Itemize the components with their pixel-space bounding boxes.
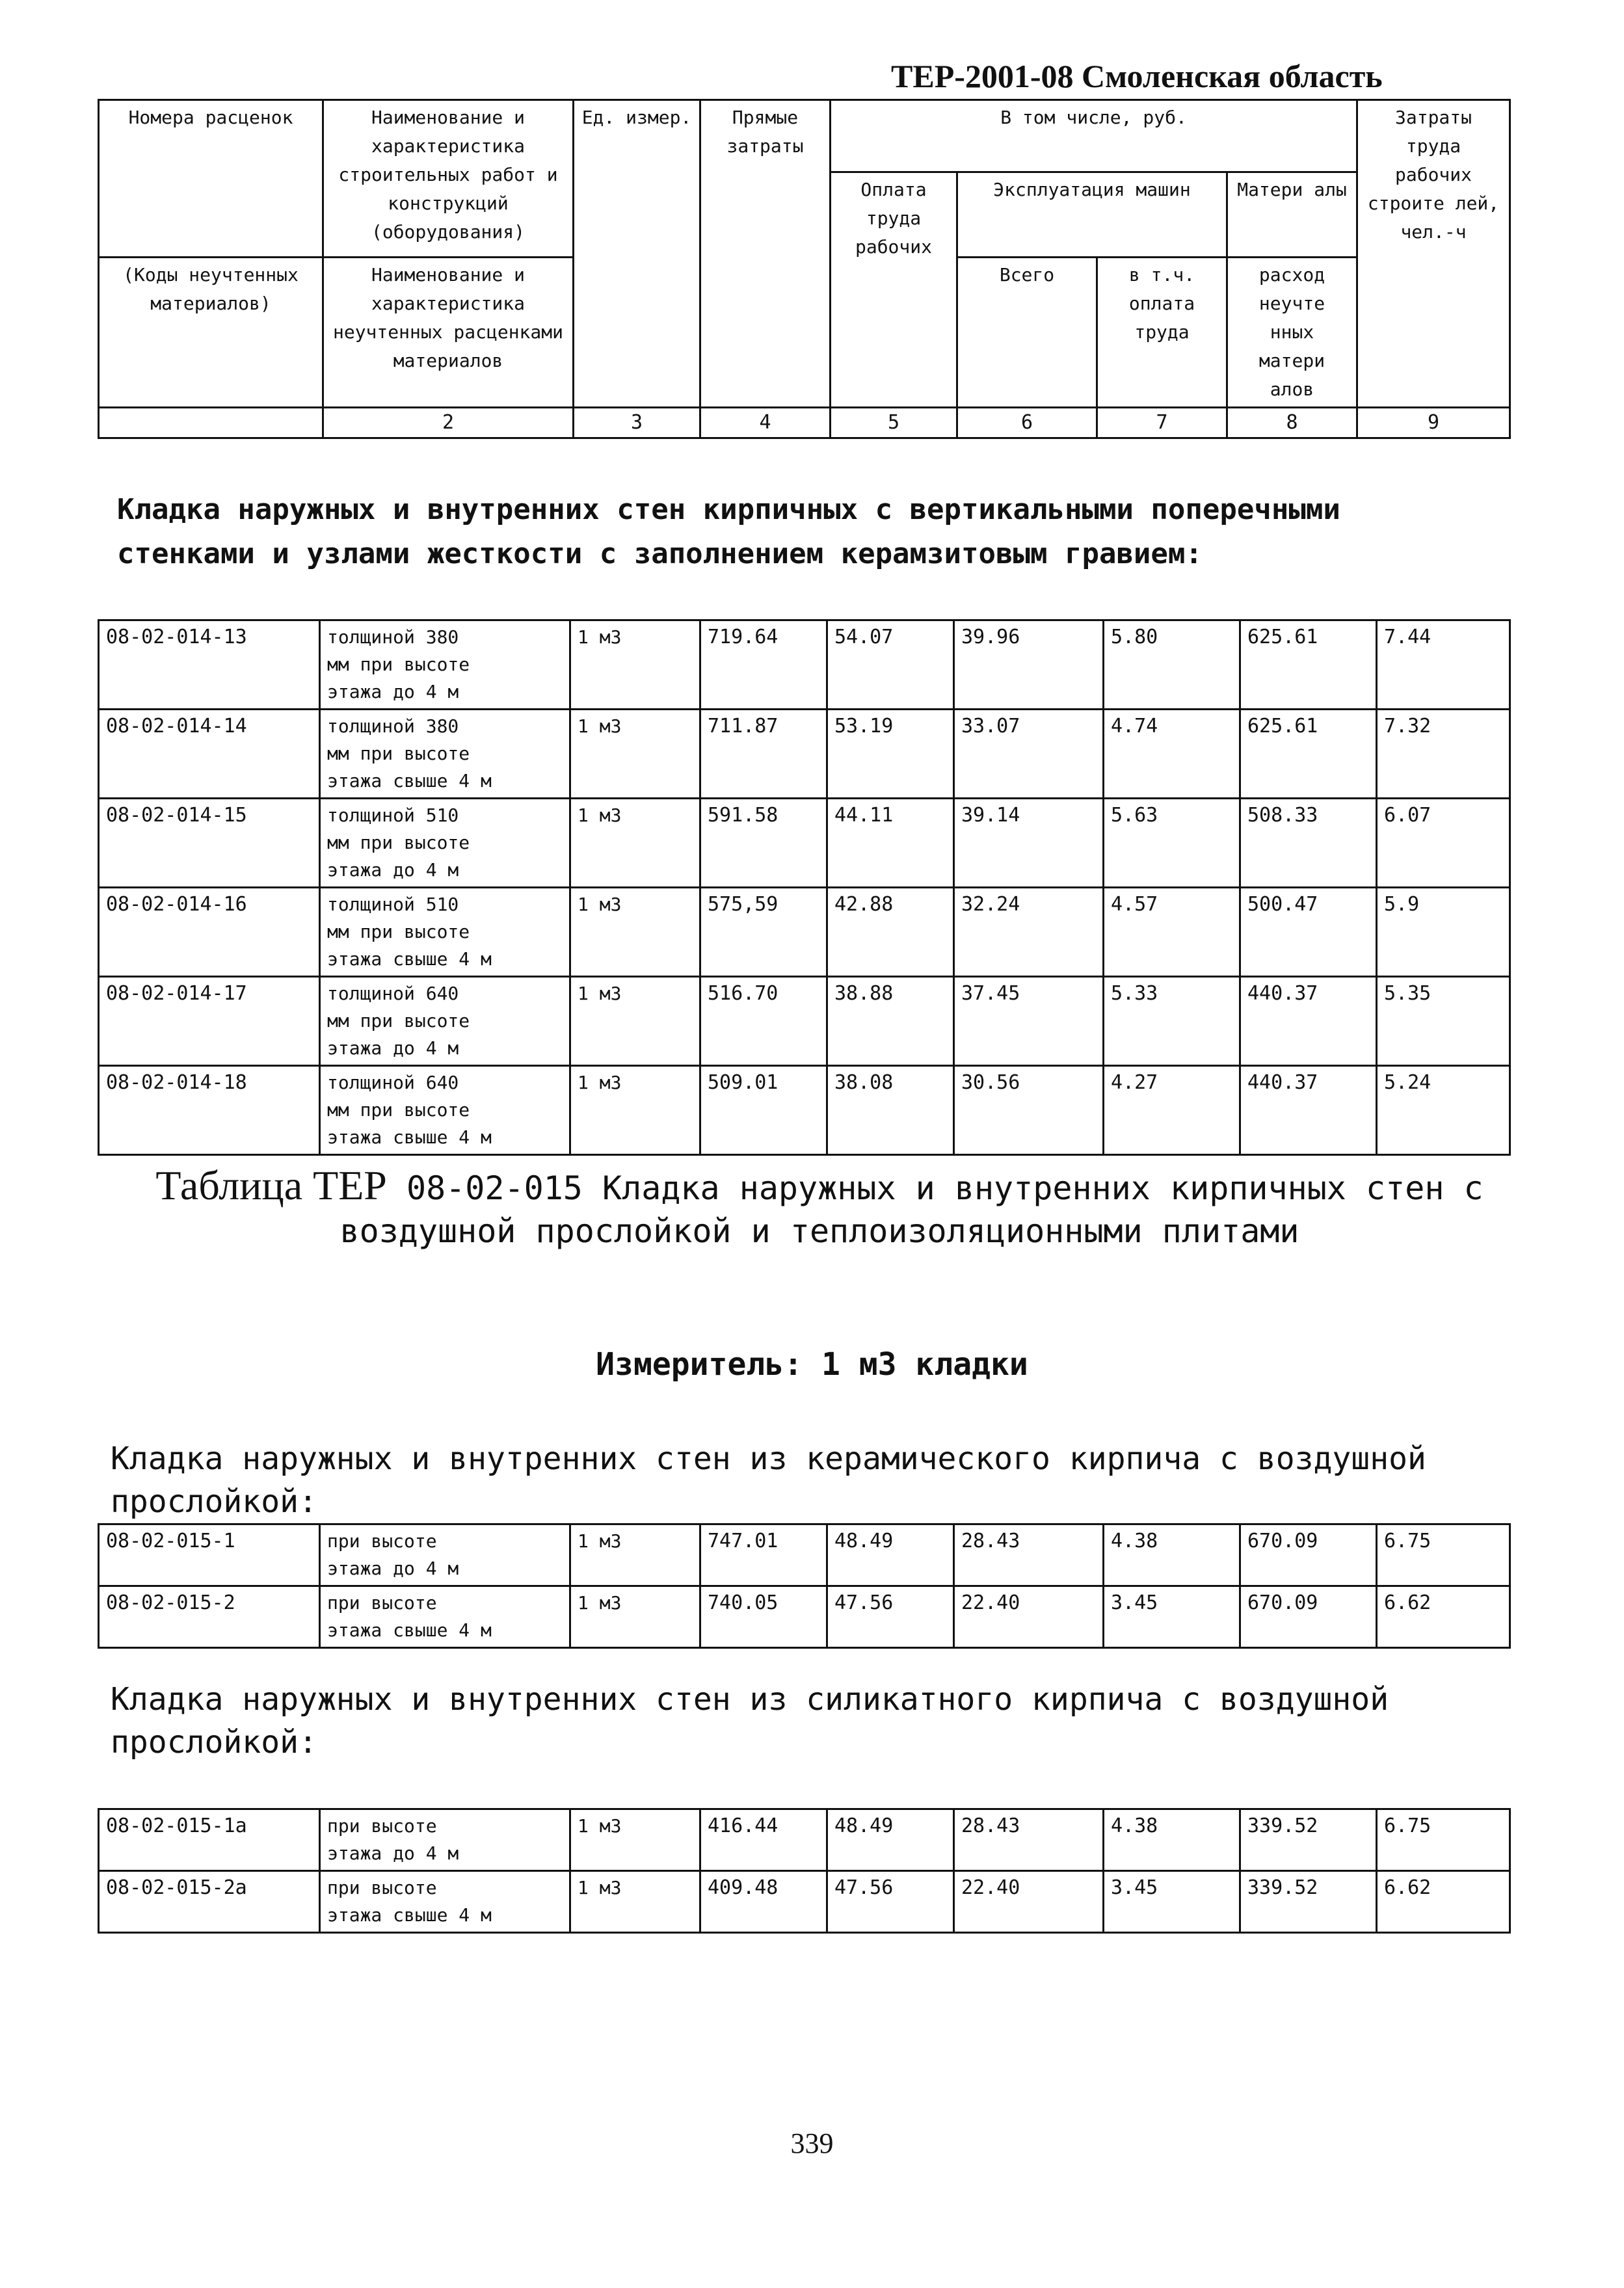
direct-costs-cell: 509.01 [700,1066,827,1155]
col-header-machines-total: Всего [957,258,1097,408]
wages-cell: 53.19 [827,710,954,799]
labor-cell: 6.75 [1377,1524,1510,1586]
rate-code: 08-02-014-18 [99,1066,320,1155]
col-number: 3 [574,408,700,438]
wages-cell: 44.11 [827,799,954,888]
labor-cell: 6.62 [1377,1586,1510,1648]
table-row [99,620,1510,710]
machines-cell: 28.43 [954,1524,1104,1586]
labor-cell: 5.24 [1377,1066,1510,1155]
direct-costs-cell: 711.87 [700,710,827,799]
work-description: толщиной 510 мм при высоте этажа до 4 м [320,799,570,888]
rate-code: 08-02-015-2a [99,1871,320,1933]
col-header-wages: Оплата труда рабочих [831,172,957,408]
work-description: толщиной 640 мм при высоте этажа свыше 4 м [320,1066,570,1155]
materials-cell: 500.47 [1240,888,1377,977]
col-header-labor: Затраты труда рабочих строите лей, чел.-ч [1357,100,1510,408]
work-description: при высоте этажа до 4 м [320,1524,570,1586]
rate-code: 08-02-015-1 [99,1524,320,1586]
machine-wages-cell: 5.33 [1104,977,1240,1066]
work-description: при высоте этажа до 4 м [320,1809,570,1871]
rate-code: 08-02-014-17 [99,977,320,1066]
direct-costs-cell: 747.01 [700,1524,827,1586]
table-015-title-prefix: Таблица ТЕР [155,1162,387,1208]
table-row [99,1524,1510,1586]
machines-cell: 39.96 [954,620,1104,710]
unit-cell: 1 м3 [570,977,700,1066]
rate-code: 08-02-014-13 [99,620,320,710]
col-header-unaccounted-consumption: расход неучте нных матери алов [1227,258,1357,408]
table-row [99,977,1510,1066]
machines-cell: 37.45 [954,977,1104,1066]
work-description: при высоте этажа свыше 4 м [320,1586,570,1648]
direct-costs-cell: 740.05 [700,1586,827,1648]
machine-wages-cell: 5.63 [1104,799,1240,888]
direct-costs-cell: 409.48 [700,1871,827,1933]
wages-cell: 47.56 [827,1871,954,1933]
machine-wages-cell: 5.80 [1104,620,1240,710]
machine-wages-cell: 4.38 [1104,1524,1240,1586]
wages-cell: 47.56 [827,1586,954,1648]
materials-cell: 670.09 [1240,1524,1377,1586]
col-header-rate-numbers: Номера расценок [99,100,323,258]
wages-cell: 38.08 [827,1066,954,1155]
col-number: 5 [831,408,957,438]
rate-code: 08-02-015-1a [99,1809,320,1871]
rates-table-08-02-014 [98,619,1511,1156]
rate-code: 08-02-014-16 [99,888,320,977]
table-row [99,1066,1510,1155]
labor-cell: 6.07 [1377,799,1510,888]
wages-cell: 48.49 [827,1809,954,1871]
page-number: 339 [790,2127,834,2159]
machine-wages-cell: 3.45 [1104,1586,1240,1648]
col-header-work-name: Наименование и характеристика строительных работ и конструкций (оборудования) [323,100,574,258]
rate-code: 08-02-014-14 [99,710,320,799]
rates-table-silicate [98,1808,1511,1934]
wages-cell: 54.07 [827,620,954,710]
machine-wages-cell: 4.27 [1104,1066,1240,1155]
machine-wages-cell: 4.38 [1104,1809,1240,1871]
machines-cell: 22.40 [954,1586,1104,1648]
work-description: при высоте этажа свыше 4 м [320,1871,570,1933]
machine-wages-cell: 4.57 [1104,888,1240,977]
unit-cell: 1 м3 [570,620,700,710]
unit-cell: 1 м3 [570,1809,700,1871]
col-header-machine-wages: в т.ч. оплата труда [1097,258,1227,408]
unit-cell: 1 м3 [570,1066,700,1155]
labor-cell: 5.35 [1377,977,1510,1066]
col-number [99,408,323,438]
machines-cell: 22.40 [954,1871,1104,1933]
materials-cell: 339.52 [1240,1871,1377,1933]
work-description: толщиной 510 мм при высоте этажа свыше 4 м [320,888,570,977]
table-row [99,1809,1510,1871]
materials-cell: 670.09 [1240,1586,1377,1648]
col-header-including: В том числе, руб. [831,100,1357,172]
rate-code: 08-02-014-15 [99,799,320,888]
unit-cell: 1 м3 [570,888,700,977]
unit-cell: 1 м3 [570,799,700,888]
table-row [99,1871,1510,1933]
table-015-title [130,1164,1509,1253]
direct-costs-cell: 416.44 [700,1809,827,1871]
table-row [99,1586,1510,1648]
labor-cell: 5.9 [1377,888,1510,977]
rate-code: 08-02-015-2 [99,1586,320,1648]
col-header-direct-costs: Прямые затраты [700,100,831,408]
materials-cell: 625.61 [1240,620,1377,710]
materials-cell: 440.37 [1240,1066,1377,1155]
col-number: 6 [957,408,1097,438]
direct-costs-cell: 591.58 [700,799,827,888]
machines-cell: 32.24 [954,888,1104,977]
labor-cell: 7.32 [1377,710,1510,799]
direct-costs-cell: 516.70 [700,977,827,1066]
wages-cell: 42.88 [827,888,954,977]
section-heading-ceramic-brick: Кладка наружных и внутренних стен из керамического кирпича с воздушной прослойкой: [111,1441,1426,1520]
materials-cell: 339.52 [1240,1809,1377,1871]
col-number: 4 [700,408,831,438]
table-row [99,888,1510,977]
unit-cell: 1 м3 [570,1524,700,1586]
work-description: толщиной 380 мм при высоте этажа свыше 4 м [320,710,570,799]
rates-table-ceramic [98,1523,1511,1649]
machines-cell: 30.56 [954,1066,1104,1155]
col-number: 9 [1357,408,1510,438]
col-header-unaccounted-name: Наименование и характеристика неучтенных расценками материалов [323,258,574,408]
machines-cell: 28.43 [954,1809,1104,1871]
col-header-materials: Матери алы [1227,172,1357,258]
measurement-unit: Измеритель: 1 м3 кладки [596,1346,1028,1383]
unit-cell: 1 м3 [570,710,700,799]
col-number: 7 [1097,408,1227,438]
machines-cell: 39.14 [954,799,1104,888]
labor-cell: 7.44 [1377,620,1510,710]
labor-cell: 6.62 [1377,1871,1510,1933]
labor-cell: 6.75 [1377,1809,1510,1871]
machine-wages-cell: 3.45 [1104,1871,1240,1933]
materials-cell: 440.37 [1240,977,1377,1066]
col-header-material-codes: (Коды неучтенных материалов) [99,258,323,408]
direct-costs-cell: 575,59 [700,888,827,977]
section-heading-silicate-brick: Кладка наружных и внутренних стен из силикатного кирпича с воздушной прослойкой: [111,1681,1389,1761]
wages-cell: 38.88 [827,977,954,1066]
machines-cell: 33.07 [954,710,1104,799]
col-header-machines: Эксплуатация машин [957,172,1227,258]
work-description: толщиной 640 мм при высоте этажа до 4 м [320,977,570,1066]
unit-cell: 1 м3 [570,1871,700,1933]
machine-wages-cell: 4.74 [1104,710,1240,799]
document-title: ТЕР-2001-08 Смоленская область [891,58,1383,94]
work-description: толщиной 380 мм при высоте этажа до 4 м [320,620,570,710]
col-number: 8 [1227,408,1357,438]
section-heading-clay-gravel: Кладка наружных и внутренних стен кирпичных с вертикальными поперечными стенками и узлами жесткости с заполнением керамзитовым гравием: [117,493,1340,570]
materials-cell: 508.33 [1240,799,1377,888]
table-row [99,710,1510,799]
table-row [99,799,1510,888]
materials-cell: 625.61 [1240,710,1377,799]
wages-cell: 48.49 [827,1524,954,1586]
direct-costs-cell: 719.64 [700,620,827,710]
column-header-table [98,99,1511,439]
table-015-title-text: 08-02-015 Кладка наружных и внутренних кирпичных стен с воздушной прослойкой и теплоизоляционными плитами [339,1169,1484,1250]
unit-cell: 1 м3 [570,1586,700,1648]
col-number: 2 [323,408,574,438]
col-header-unit: Ед. измер. [574,100,700,408]
